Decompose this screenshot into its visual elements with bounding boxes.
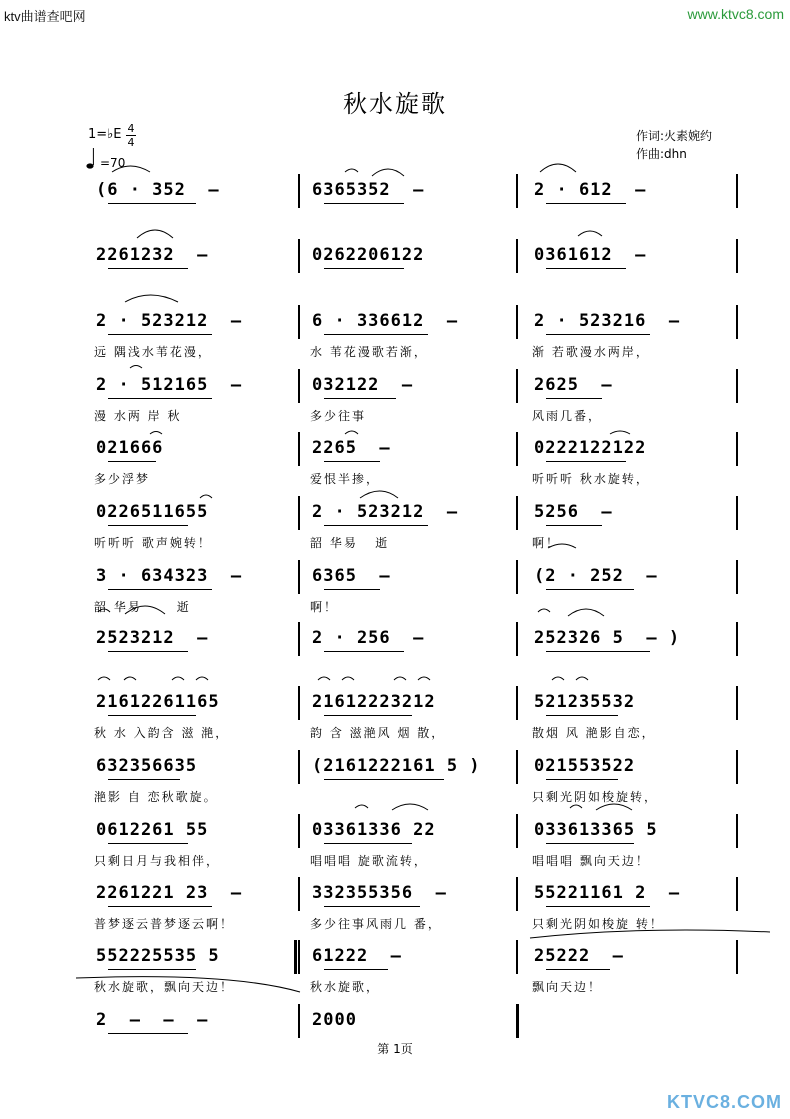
lyric-line: 漫 水两 岸 秋 <box>94 409 182 423</box>
measure-notes: 033613365 5 <box>534 820 658 840</box>
slur-mark <box>392 804 428 810</box>
slur-mark <box>570 805 582 808</box>
slur-mark <box>360 491 398 498</box>
slur-mark <box>125 295 178 302</box>
slur-mark <box>130 366 142 369</box>
slur-mark <box>200 495 212 498</box>
measure-notes: 5256 – <box>534 502 613 522</box>
lyric-line: 滟影 自 恋秋歌旋。 <box>94 790 218 804</box>
slur-mark <box>345 431 358 434</box>
measure-notes: 6365 – <box>312 566 391 586</box>
lyric-line: 啊！ <box>310 600 339 614</box>
measure-notes: 521235532 <box>534 692 636 712</box>
measure-notes: 25222 – <box>534 946 624 966</box>
slur-mark <box>342 677 354 680</box>
measure-notes: 032122 – <box>312 375 414 395</box>
measure-notes: 2 · 523216 – <box>534 311 681 331</box>
watermark-top-left: ktv曲谱查吧网 <box>4 9 86 24</box>
measure-notes: 2261232 – <box>96 245 209 265</box>
measure-notes: 61222 – <box>312 946 402 966</box>
measure-notes: 0222122122 <box>534 438 647 458</box>
slur-mark <box>372 169 404 176</box>
watermark-bottom-right: KTVC8.COM <box>666 1092 782 1112</box>
measure-notes: 2265 – <box>312 438 391 458</box>
measure-notes: 552225535 5 <box>96 946 220 966</box>
slur-mark <box>125 606 165 614</box>
tempo-marking: =70 <box>100 156 126 170</box>
slur-mark <box>568 609 604 616</box>
lyric-line: 多少往事 <box>310 409 367 423</box>
measure-notes: 0262206122 <box>312 245 425 265</box>
measure-notes: 21612261165 <box>96 692 220 712</box>
slur-mark <box>552 677 564 680</box>
slur-mark <box>98 677 110 680</box>
slur-mark <box>576 677 588 680</box>
slur-mark <box>596 804 632 810</box>
composer-credit: 作曲:dhn <box>636 147 687 161</box>
lyric-line: 普梦逐云普梦逐云啊！ <box>94 917 235 931</box>
measure-notes: 2 · 523212 – <box>312 502 459 522</box>
measure-notes: 021553522 <box>534 756 636 776</box>
slur-mark <box>318 677 330 680</box>
slur-mark <box>418 677 430 680</box>
lyric-line: 秋 水 入韵含 滋 滟， <box>94 726 230 740</box>
slur-mark <box>137 230 173 238</box>
slur-mark <box>355 805 368 808</box>
slur-mark <box>112 166 150 172</box>
lyric-line: 渐 若歌漫水两岸， <box>532 345 650 359</box>
lyric-line: 听听听 歌声婉转！ <box>94 536 212 550</box>
watermark-top-right: www.ktvc8.com <box>687 6 784 22</box>
measure-notes: 6 · 336612 – <box>312 311 459 331</box>
measure-notes: 0226511655 <box>96 502 209 522</box>
measure-notes: 2 · 512165 – <box>96 375 243 395</box>
measure-notes: 632356635 <box>96 756 198 776</box>
lyric-line: 风雨几番， <box>532 409 603 423</box>
slur-mark <box>124 677 136 680</box>
lyricist-credit: 作词:火素婉约 <box>636 129 713 143</box>
measure-notes: 2000 <box>312 1010 357 1030</box>
slur-mark <box>548 544 576 548</box>
time-signature-bottom: 4 <box>127 136 135 149</box>
measure-notes: 0612261 55 <box>96 820 209 840</box>
slur-mark <box>394 677 406 680</box>
measure-notes: 0361612 – <box>534 245 647 265</box>
measure-notes: 2 · 612 – <box>534 180 647 200</box>
lyric-line: 唱唱唱 旋歌流转， <box>310 854 428 868</box>
lyric-line: 多少往事风雨几 番， <box>310 917 442 931</box>
slur-mark <box>196 677 208 680</box>
lyric-line: 唱唱唱 飘向天边！ <box>532 854 650 868</box>
score-title: 秋水旋歌 <box>343 90 447 118</box>
lyric-line: 韶 华易 逝 <box>310 536 390 550</box>
lyric-line: 啊！ <box>532 536 561 550</box>
measure-notes: (2161222161 5 ) <box>312 756 481 776</box>
slur-mark <box>150 432 162 435</box>
measure-notes: 2261221 23 – <box>96 883 243 903</box>
measure-notes: 2523212 – <box>96 628 209 648</box>
measure-notes: 3 · 634323 – <box>96 566 243 586</box>
measure-notes: 252326 5 – ) <box>534 628 681 648</box>
lyric-line: 秋水旋歌， <box>310 980 381 994</box>
measure-notes: 2 · 256 – <box>312 628 425 648</box>
measure-notes: (6 · 352 – <box>96 180 220 200</box>
measure-notes: (2 · 252 – <box>534 566 658 586</box>
lyric-line: 听听听 秋水旋转， <box>532 472 650 486</box>
lyric-line: 只剩光阴如梭旋转， <box>532 790 659 804</box>
lyric-line: 爱恨半掺， <box>310 472 381 486</box>
measure-notes: 03361336 22 <box>312 820 436 840</box>
measure-notes: 332355356 – <box>312 883 447 903</box>
tie-mark <box>76 977 300 992</box>
measure-notes: 021666 <box>96 438 164 458</box>
measure-notes: 2 – – – <box>96 1010 209 1030</box>
slur-mark <box>578 231 602 236</box>
slur-mark <box>172 677 184 680</box>
page-number: 第 1页 <box>377 1042 413 1056</box>
lyric-line: 远 隅浅水苇花漫， <box>94 345 212 359</box>
lyric-line: 韵 含 滋滟风 烟 散， <box>310 726 446 740</box>
key-signature: 1=♭E <box>88 127 122 142</box>
slur-mark <box>98 609 110 612</box>
lyric-line: 韶 华易 逝 <box>94 600 191 614</box>
measure-notes: 2625 – <box>534 375 613 395</box>
lyric-line: 散烟 风 滟影自恋， <box>532 726 656 740</box>
measure-notes: 21612223212 <box>312 692 436 712</box>
tie-mark <box>530 930 770 938</box>
lyric-line: 只剩日月与我相伴， <box>94 854 221 868</box>
slur-mark <box>540 164 576 172</box>
lyric-line: 多少浮梦 <box>94 472 151 486</box>
lyric-line: 只剩光阴如梭旋 转！ <box>532 917 664 931</box>
measure-notes: 55221161 2 – <box>534 883 681 903</box>
lyric-line: 飘向天边！ <box>532 980 603 994</box>
slur-mark <box>538 609 550 612</box>
lyric-line: 秋水旋歌，飘向天边！ <box>94 980 235 994</box>
slur-mark <box>540 177 580 178</box>
lyric-line: 水 苇花漫歌若渐， <box>310 345 428 359</box>
measure-notes: 2 · 523212 – <box>96 311 243 331</box>
slur-mark <box>345 169 358 172</box>
time-signature-top: 4 <box>127 122 135 135</box>
measure-notes: 6365352 – <box>312 180 425 200</box>
slur-mark <box>610 431 630 434</box>
